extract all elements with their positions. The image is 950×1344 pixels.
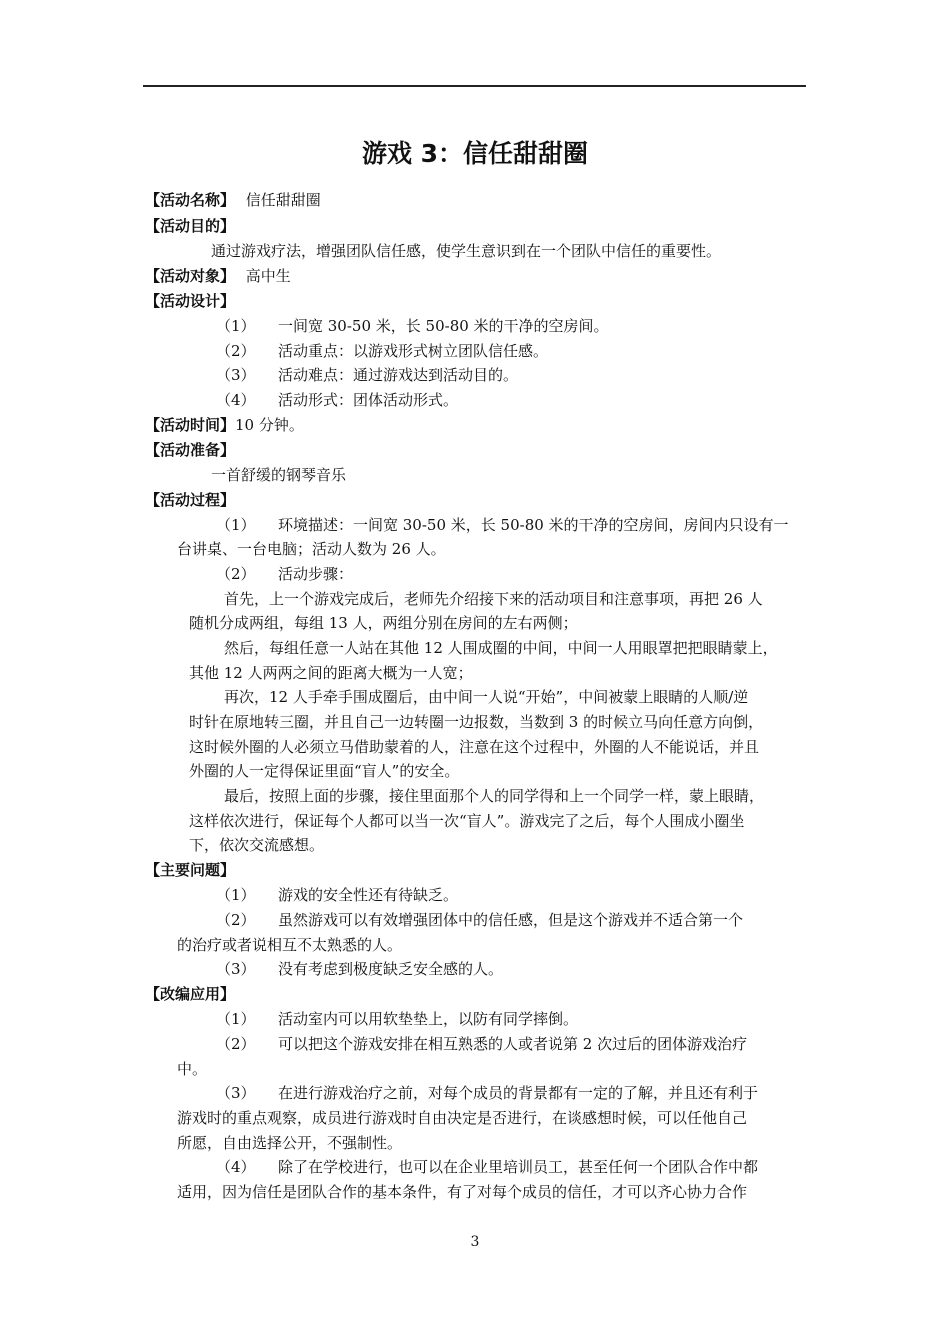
step-paragraph-line: 时针在原地转三圈，并且自己一边转圈一边报数，当数到 3 的时候立马向任意方向倒， bbox=[189, 713, 764, 731]
problem-item-number: （2） bbox=[216, 911, 256, 929]
adapt-item bbox=[216, 1033, 747, 1054]
adapt-item-text: 在进行游戏治疗之前，对每个成员的背景都有一定的了解，并且还有利于 bbox=[278, 1084, 759, 1102]
adapt-item-number: （1） bbox=[216, 1010, 256, 1028]
design-item-text: 活动重点：以游戏形式树立团队信任感。 bbox=[278, 342, 549, 360]
activity-name-value: 信任甜甜圈 bbox=[245, 191, 321, 209]
design-item-number: （4） bbox=[216, 391, 256, 409]
design-item bbox=[216, 364, 518, 385]
problem-item-text: 游戏的安全性还有待缺乏。 bbox=[278, 886, 459, 904]
step-paragraph-line: 其他 12 人两两之间的距离大概为一人宽； bbox=[189, 664, 473, 682]
activity-name-label: 【活动名称】 bbox=[145, 191, 236, 209]
process-env-cont: 台讲桌、一台电脑；活动人数为 26 人。 bbox=[177, 540, 446, 558]
problems-label: 【主要问题】 bbox=[145, 861, 236, 879]
step-paragraph-line: 下，依次交流感想。 bbox=[189, 836, 325, 854]
design-item-text: 活动难点：通过游戏达到活动目的。 bbox=[278, 366, 519, 384]
process-env-text: 环境描述：一间宽 30-50 米，长 50-80 米的干净的空房间，房间内只设有一 bbox=[278, 516, 789, 534]
step-paragraph-line: 最后，按照上面的步骤，接住里面那个人的同学得和上一个同学一样，蒙上眼睛， bbox=[224, 787, 765, 805]
problem-item-number: （1） bbox=[216, 886, 256, 904]
problem-item bbox=[216, 884, 458, 905]
problem-item-text: 没有考虑到极度缺乏安全感的人。 bbox=[278, 960, 504, 978]
adapt-item-text: 可以把这个游戏安排在相互熟悉的人或者说第 2 次过后的团体游戏治疗 bbox=[278, 1035, 748, 1053]
problem-item bbox=[216, 958, 503, 979]
prep-label: 【活动准备】 bbox=[145, 441, 236, 459]
time-label: 【活动时间】 bbox=[145, 416, 236, 434]
target-label: 【活动对象】 bbox=[145, 267, 236, 285]
adapt-item bbox=[216, 1008, 578, 1029]
page-title: 游戏 3：信任甜甜圈 bbox=[361, 139, 589, 168]
page-number: 3 bbox=[470, 1234, 480, 1250]
adapt-item bbox=[216, 1156, 758, 1177]
goal-text: 通过游戏疗法，增强团队信任感，使学生意识到在一个团队中信任的重要性。 bbox=[211, 242, 722, 260]
adapt-item bbox=[216, 1082, 758, 1103]
process-label: 【活动过程】 bbox=[145, 491, 236, 509]
step-paragraph-line: 首先，上一个游戏完成后，老师先介绍接下来的活动项目和注意事项，再把 26 人 bbox=[224, 590, 763, 608]
design-item-number: （1） bbox=[216, 317, 256, 335]
design-label: 【活动设计】 bbox=[145, 292, 236, 310]
process-steps bbox=[216, 563, 353, 584]
step-paragraph-line: 然后，每组任意一人站在其他 12 人围成圈的中间，中间一人用眼罩把把眼睛蒙上， bbox=[224, 639, 778, 657]
adapt-item-number: （4） bbox=[216, 1158, 256, 1176]
problem-item bbox=[216, 909, 743, 930]
adapt-item-number: （2） bbox=[216, 1035, 256, 1053]
target-row bbox=[145, 265, 291, 286]
step-paragraph-line: 这样依次进行，保证每个人都可以当一次“盲人”。游戏完了之后，每个人围成小圈坐 bbox=[189, 812, 745, 830]
adapt-item-text: 除了在学校进行，也可以在企业里培训员工，甚至任何一个团队合作中都 bbox=[278, 1158, 759, 1176]
design-item-text: 一间宽 30-50 米，长 50-80 米的干净的空房间。 bbox=[278, 317, 609, 335]
process-steps-number: （2） bbox=[216, 565, 256, 583]
design-item-text: 活动形式：团体活动形式。 bbox=[278, 391, 459, 409]
design-item bbox=[216, 340, 548, 361]
goal-label: 【活动目的】 bbox=[145, 217, 236, 235]
process-steps-label: 活动步骤： bbox=[278, 565, 354, 583]
design-item bbox=[216, 389, 458, 410]
adapt-item-number: （3） bbox=[216, 1084, 256, 1102]
design-item-number: （2） bbox=[216, 342, 256, 360]
activity-name-row bbox=[145, 189, 321, 210]
adapt-item-cont: 适用，因为信任是团队合作的基本条件，有了对每个成员的信任，才可以齐心协力合作 bbox=[177, 1183, 748, 1201]
step-paragraph-line: 这时候外圈的人必须立马借助蒙着的人，注意在这个过程中，外圈的人不能说话，并且 bbox=[189, 738, 760, 756]
step-paragraph-line: 随机分成两组，每组 13 人，两组分别在房间的左右两侧； bbox=[189, 614, 578, 632]
time-row bbox=[145, 414, 304, 435]
adapt-item-cont: 游戏时的重点观察，成员进行游戏时自由决定是否进行，在谈感想时候，可以任他自己 bbox=[177, 1109, 748, 1127]
step-paragraph-line: 再次，12 人手牵手围成圈后，由中间一人说“开始”，中间被蒙上眼睛的人顺/逆 bbox=[224, 688, 749, 706]
adapt-label: 【改编应用】 bbox=[145, 985, 236, 1003]
prep-text: 一首舒缓的钢琴音乐 bbox=[211, 466, 347, 484]
design-item bbox=[216, 315, 609, 336]
header-rule bbox=[143, 85, 806, 87]
problem-item-cont: 的治疗或者说相互不太熟悉的人。 bbox=[177, 936, 403, 954]
adapt-item-text: 活动室内可以用软垫垫上，以防有同学摔倒。 bbox=[278, 1010, 579, 1028]
problem-item-number: （3） bbox=[216, 960, 256, 978]
step-paragraph-line: 外圈的人一定得保证里面“盲人”的安全。 bbox=[189, 762, 460, 780]
process-env-number: （1） bbox=[216, 516, 256, 534]
problem-item-text: 虽然游戏可以有效增强团体中的信任感，但是这个游戏并不适合第一个 bbox=[278, 911, 744, 929]
adapt-item-cont: 中。 bbox=[177, 1060, 208, 1078]
design-item-number: （3） bbox=[216, 366, 256, 384]
target-value: 高中生 bbox=[245, 267, 291, 285]
process-env bbox=[216, 514, 789, 535]
adapt-item-cont: 所愿，自由选择公开，不强制性。 bbox=[177, 1134, 403, 1152]
time-value: 10 分钟。 bbox=[235, 416, 304, 434]
